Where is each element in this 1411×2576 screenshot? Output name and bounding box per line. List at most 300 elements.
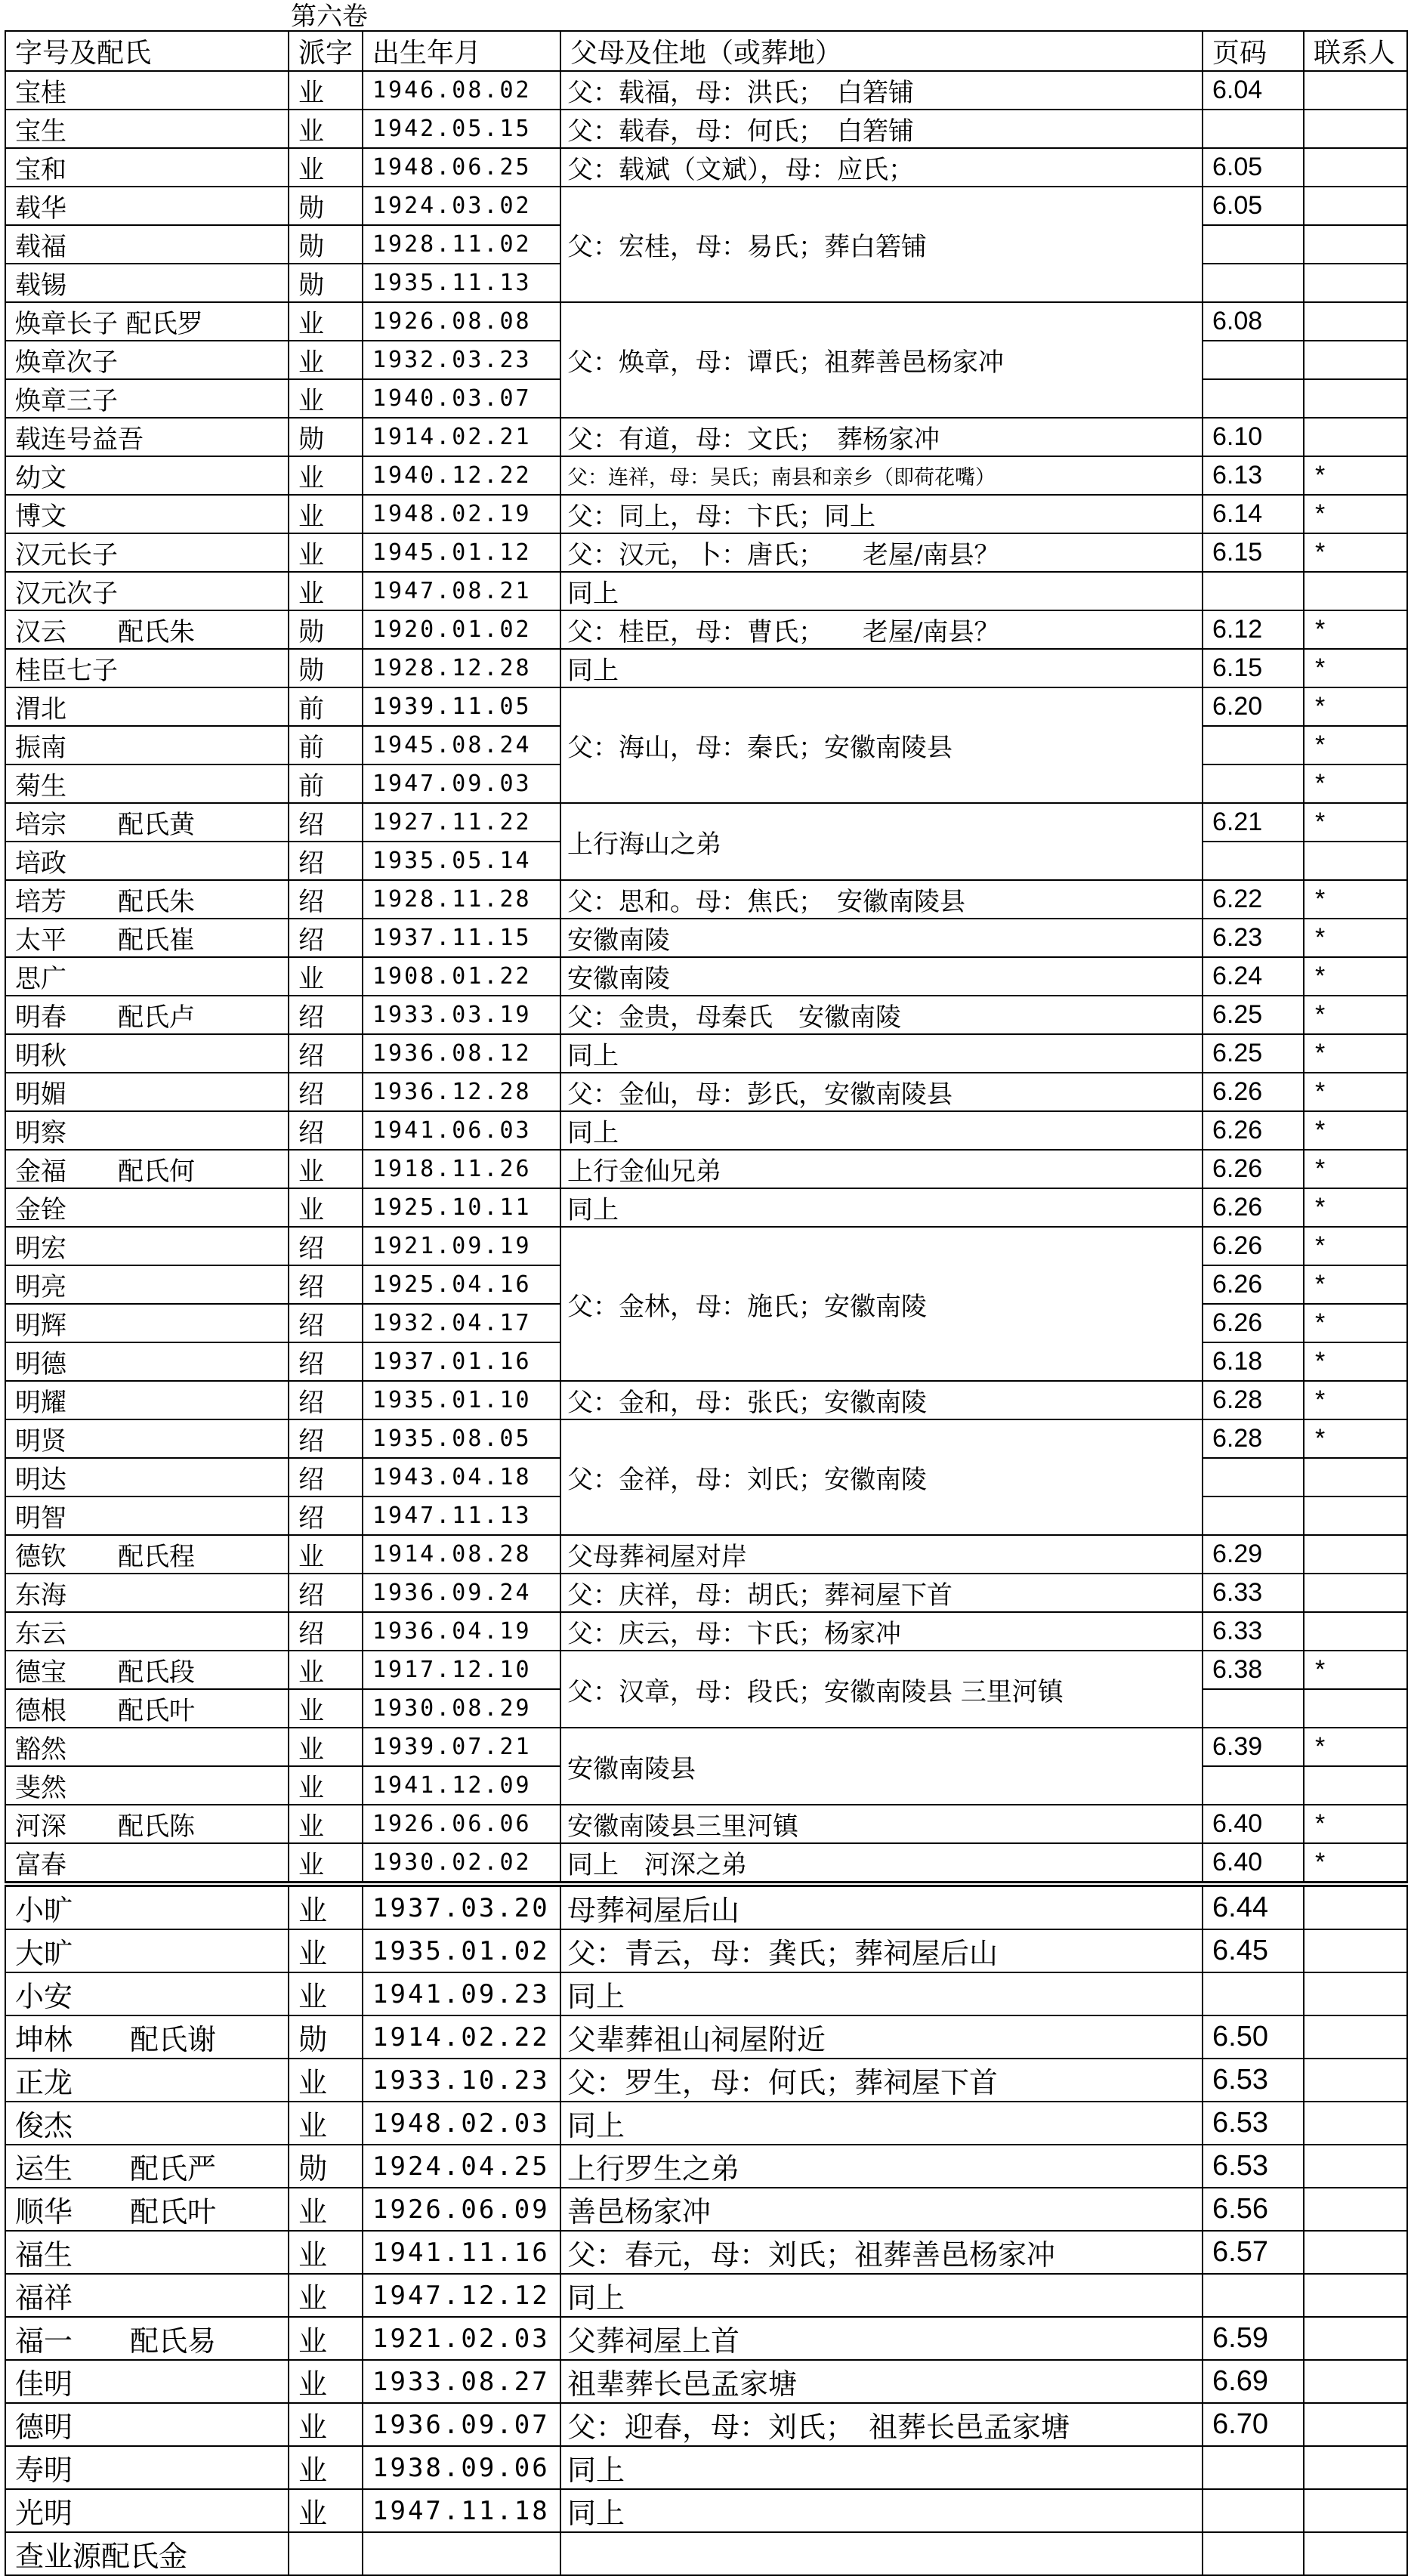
cell-generation: 业: [289, 2489, 363, 2532]
cell-generation: 业: [289, 1651, 363, 1689]
cell-page: [1203, 379, 1304, 418]
cell-page: [1203, 341, 1304, 379]
cell-birth-date: 1937.03.20: [363, 1884, 560, 1929]
table-row: [5, 2188, 1407, 2231]
header-contact: 联系人: [1304, 31, 1407, 71]
cell-contact: *: [1304, 649, 1407, 687]
cell-contact: *: [1304, 1728, 1407, 1766]
cell-page: 6.57: [1203, 2231, 1304, 2274]
cell-birth-date: 1942.05.15: [363, 110, 560, 148]
cell-birth-date: 1948.02.03: [363, 2102, 560, 2145]
cell-birth-date: 1920.01.02: [363, 610, 560, 649]
cell-parents-place: 父：金林，母：施氏；安徽南陵: [560, 1227, 1203, 1381]
cell-birth-date: 1925.04.16: [363, 1265, 560, 1304]
cell-birth-date: 1940.12.22: [363, 456, 560, 495]
cell-generation: 绍: [289, 919, 363, 957]
table-row: [5, 1381, 1407, 1419]
cell-name: 太平 配氏崔: [5, 919, 289, 957]
cell-contact: *: [1304, 533, 1407, 572]
cell-birth-date: 1936.09.07: [363, 2403, 560, 2446]
cell-birth-date: 1948.02.19: [363, 495, 560, 533]
cell-contact: *: [1304, 1227, 1407, 1265]
cell-generation: 勋: [289, 418, 363, 456]
cell-parents-place: 上行罗生之弟: [560, 2145, 1203, 2188]
cell-birth-date: 1937.11.15: [363, 919, 560, 957]
cell-generation: 业: [289, 533, 363, 572]
cell-name: 明耀: [5, 1381, 289, 1419]
cell-contact: *: [1304, 919, 1407, 957]
table-row: [5, 880, 1407, 919]
table-row: [5, 302, 1407, 341]
cell-contact: [1304, 2317, 1407, 2360]
cell-parents-place: 父：庆云，母：卞氏；杨家冲: [560, 1612, 1203, 1651]
cell-parents-place: 同上: [560, 2489, 1203, 2532]
cell-contact: [1304, 2015, 1407, 2059]
cell-contact: [1304, 1884, 1407, 1929]
cell-birth-date: 1935.01.02: [363, 1929, 560, 1972]
cell-page: [1203, 726, 1304, 764]
cell-generation: 业: [289, 572, 363, 610]
table-row: [5, 2446, 1407, 2489]
cell-birth-date: 1947.09.03: [363, 764, 560, 803]
volume-title: 第六卷: [291, 2, 368, 32]
cell-contact: [1304, 1689, 1407, 1728]
cell-birth-date: 1936.08.12: [363, 1034, 560, 1073]
cell-page: 6.22: [1203, 880, 1304, 919]
cell-contact: *: [1304, 1843, 1407, 1884]
cell-contact: *: [1304, 1805, 1407, 1843]
cell-page: 6.15: [1203, 533, 1304, 572]
cell-page: [1203, 1972, 1304, 2015]
cell-contact: *: [1304, 1188, 1407, 1227]
cell-page: 6.26: [1203, 1188, 1304, 1227]
cell-generation: 绍: [289, 880, 363, 919]
cell-birth-date: 1924.04.25: [363, 2145, 560, 2188]
cell-contact: *: [1304, 687, 1407, 726]
cell-name: 德宝 配氏段: [5, 1651, 289, 1689]
cell-parents-place: 父：焕章，母：谭氏；祖葬善邑杨家冲: [560, 302, 1203, 418]
cell-name: 金福 配氏何: [5, 1150, 289, 1188]
cell-generation: 业: [289, 2403, 363, 2446]
cell-contact: *: [1304, 1150, 1407, 1188]
table-row: [5, 1150, 1407, 1188]
cell-contact: [1304, 2231, 1407, 2274]
cell-generation: 绍: [289, 1419, 363, 1458]
cell-parents-place: 父：迎春，母：刘氏； 祖葬长邑孟家塘: [560, 2403, 1203, 2446]
cell-generation: 业: [289, 456, 363, 495]
cell-contact: [1304, 2102, 1407, 2145]
table-row: [5, 1034, 1407, 1073]
cell-generation: 业: [289, 1805, 363, 1843]
cell-name: 东海: [5, 1574, 289, 1612]
cell-parents-place: 父：汉章，母：段氏；安徽南陵县 三里河镇: [560, 1651, 1203, 1728]
cell-page: [1203, 110, 1304, 148]
cell-page: [1203, 1689, 1304, 1728]
cell-contact: [1304, 148, 1407, 187]
cell-page: 6.25: [1203, 1034, 1304, 1073]
cell-contact: [1304, 341, 1407, 379]
cell-contact: [1304, 1972, 1407, 2015]
cell-page: [1203, 2274, 1304, 2317]
cell-page: 6.05: [1203, 187, 1304, 225]
cell-name: 明秋: [5, 1034, 289, 1073]
cell-page: 6.56: [1203, 2188, 1304, 2231]
cell-parents-place: 父：载斌（文斌），母：应氏；: [560, 148, 1203, 187]
table-row: [5, 2403, 1407, 2446]
cell-parents-place: 父：春元，母：刘氏；祖葬善邑杨家冲: [560, 2231, 1203, 2274]
cell-parents-place: 父辈葬祖山祠屋附近: [560, 2015, 1203, 2059]
cell-generation: 业: [289, 495, 363, 533]
cell-birth-date: 1926.06.09: [363, 2188, 560, 2231]
cell-birth-date: 1935.05.14: [363, 842, 560, 880]
cell-birth-date: 1928.12.28: [363, 649, 560, 687]
table-row: [5, 2360, 1407, 2403]
cell-page: 6.23: [1203, 919, 1304, 957]
cell-parents-place: 父：罗生，母：何氏；葬祠屋下首: [560, 2059, 1203, 2102]
cell-birth-date: 1926.06.06: [363, 1805, 560, 1843]
cell-contact: *: [1304, 764, 1407, 803]
cell-contact: [1304, 1929, 1407, 1972]
cell-birth-date: 1918.11.26: [363, 1150, 560, 1188]
table-row: [5, 919, 1407, 957]
cell-name: 小旷: [5, 1884, 289, 1929]
cell-contact: [1304, 187, 1407, 225]
cell-birth-date: 1932.03.23: [363, 341, 560, 379]
cell-parents-place: 父：海山，母：秦氏；安徽南陵县: [560, 687, 1203, 803]
cell-birth-date: 1945.08.24: [363, 726, 560, 764]
cell-birth-date: 1941.11.16: [363, 2231, 560, 2274]
cell-birth-date: 1947.12.12: [363, 2274, 560, 2317]
cell-page: 6.33: [1203, 1574, 1304, 1612]
cell-contact: [1304, 71, 1407, 110]
cell-parents-place: 同上: [560, 1972, 1203, 2015]
cell-name: 渭北: [5, 687, 289, 726]
cell-generation: 勋: [289, 2015, 363, 2059]
cell-contact: [1304, 2145, 1407, 2188]
cell-birth-date: 1946.08.02: [363, 71, 560, 110]
cell-contact: [1304, 842, 1407, 880]
table-row: [5, 1972, 1407, 2015]
cell-page: [1203, 225, 1304, 264]
cell-contact: [1304, 418, 1407, 456]
cell-parents-place: 父：有道，母：文氏； 葬杨家冲: [560, 418, 1203, 456]
table-row: [5, 1574, 1407, 1612]
cell-name: 振南: [5, 726, 289, 764]
header-row: [5, 31, 1407, 71]
cell-contact: [1304, 572, 1407, 610]
cell-birth-date: 1935.08.05: [363, 1419, 560, 1458]
cell-birth-date: 1936.04.19: [363, 1612, 560, 1651]
cell-generation: 业: [289, 2102, 363, 2145]
header-parents-place: 父母及住地（或葬地）: [560, 31, 1203, 71]
cell-birth-date: 1941.06.03: [363, 1111, 560, 1150]
cell-page: [1203, 264, 1304, 302]
cell-contact: [1304, 110, 1407, 148]
cell-birth-date: 1938.09.06: [363, 2446, 560, 2489]
cell-parents-place: 同上: [560, 572, 1203, 610]
cell-generation: 绍: [289, 1265, 363, 1304]
cell-name: 寿明: [5, 2446, 289, 2489]
cell-page: [1203, 842, 1304, 880]
cell-contact: [1304, 2188, 1407, 2231]
cell-generation: 绍: [289, 842, 363, 880]
cell-birth-date: 1935.01.10: [363, 1381, 560, 1419]
cell-name: 福祥: [5, 2274, 289, 2317]
cell-name: 明春 配氏卢: [5, 996, 289, 1034]
table-row: [5, 533, 1407, 572]
cell-parents-place: 父：金和，母：张氏；安徽南陵: [560, 1381, 1203, 1419]
cell-name: 桂臣七子: [5, 649, 289, 687]
cell-birth-date: 1924.03.02: [363, 187, 560, 225]
cell-page: 6.08: [1203, 302, 1304, 341]
cell-page: 6.24: [1203, 957, 1304, 996]
cell-page: 6.04: [1203, 71, 1304, 110]
cell-page: 6.53: [1203, 2145, 1304, 2188]
cell-birth-date: 1941.09.23: [363, 1972, 560, 2015]
cell-generation: 业: [289, 1766, 363, 1805]
cell-page: [1203, 1496, 1304, 1535]
cell-contact: *: [1304, 996, 1407, 1034]
cell-name: 佳明: [5, 2360, 289, 2403]
cell-birth-date: 1947.08.21: [363, 572, 560, 610]
cell-birth-date: 1945.01.12: [363, 533, 560, 572]
cell-generation: 业: [289, 2059, 363, 2102]
cell-birth-date: 1930.02.02: [363, 1843, 560, 1884]
cell-name: 明辉: [5, 1304, 289, 1342]
cell-page: 6.12: [1203, 610, 1304, 649]
table-row: [5, 1188, 1407, 1227]
cell-birth-date: 1921.09.19: [363, 1227, 560, 1265]
cell-contact: [1304, 302, 1407, 341]
cell-birth-date: 1941.12.09: [363, 1766, 560, 1805]
cell-parents-place: 父：载春，母：何氏； 白箬铺: [560, 110, 1203, 148]
cell-name: 汉云 配氏朱: [5, 610, 289, 649]
cell-parents-place: 父：载福，母：洪氏； 白箬铺: [560, 71, 1203, 110]
cell-generation: 勋: [289, 187, 363, 225]
cell-contact: [1304, 264, 1407, 302]
cell-generation: 勋: [289, 649, 363, 687]
cell-page: 6.26: [1203, 1304, 1304, 1342]
cell-name: 东云: [5, 1612, 289, 1651]
cell-page: 6.29: [1203, 1535, 1304, 1574]
cell-parents-place: 父：青云，母：龚氏；葬祠屋后山: [560, 1929, 1203, 1972]
cell-page: 6.28: [1203, 1419, 1304, 1458]
cell-page: 6.13: [1203, 456, 1304, 495]
table-row: [5, 957, 1407, 996]
cell-page: 6.70: [1203, 2403, 1304, 2446]
cell-generation: 前: [289, 687, 363, 726]
cell-parents-place: 同上: [560, 649, 1203, 687]
cell-generation: 勋: [289, 225, 363, 264]
cell-generation: 业: [289, 110, 363, 148]
cell-page: 6.26: [1203, 1265, 1304, 1304]
cell-name: 思广: [5, 957, 289, 996]
cell-page: 6.40: [1203, 1805, 1304, 1843]
cell-generation: 业: [289, 1188, 363, 1227]
cell-birth-date: 1933.08.27: [363, 2360, 560, 2403]
cell-page: 6.59: [1203, 2317, 1304, 2360]
cell-parents-place: 父：连祥，母：吴氏；南县和亲乡（即荷花嘴）: [560, 456, 1203, 495]
cell-contact: [1304, 2274, 1407, 2317]
table-row: [5, 572, 1407, 610]
cell-birth-date: 1908.01.22: [363, 957, 560, 996]
cell-birth-date: 1914.02.22: [363, 2015, 560, 2059]
cell-page: 6.21: [1203, 803, 1304, 842]
table-row: [5, 418, 1407, 456]
cell-page: 6.20: [1203, 687, 1304, 726]
cell-parents-place: 安徽南陵县: [560, 1728, 1203, 1805]
cell-parents-place: [560, 2532, 1203, 2575]
cell-contact: *: [1304, 880, 1407, 919]
cell-name: 明宏: [5, 1227, 289, 1265]
cell-generation: 绍: [289, 803, 363, 842]
cell-parents-place: 父：汉元，卜：唐氏； 老屋/南县？: [560, 533, 1203, 572]
cell-generation: 业: [289, 2231, 363, 2274]
table-row: [5, 1419, 1407, 1458]
cell-name: 焕章长子 配氏罗: [5, 302, 289, 341]
cell-page: 6.14: [1203, 495, 1304, 533]
cell-page: 6.33: [1203, 1612, 1304, 1651]
table-row: [5, 187, 1407, 225]
cell-generation: 业: [289, 2188, 363, 2231]
table-row: [5, 1535, 1407, 1574]
cell-parents-place: 母葬祠屋后山: [560, 1884, 1203, 1929]
cell-contact: *: [1304, 610, 1407, 649]
cell-contact: [1304, 1574, 1407, 1612]
cell-page: [1203, 2532, 1304, 2575]
table-row: [5, 2532, 1407, 2575]
cell-page: 6.15: [1203, 649, 1304, 687]
cell-name: 明媚: [5, 1073, 289, 1111]
cell-name: 运生 配氏严: [5, 2145, 289, 2188]
cell-generation: 业: [289, 71, 363, 110]
cell-contact: *: [1304, 1651, 1407, 1689]
table-row: [5, 1227, 1407, 1265]
cell-generation: 勋: [289, 264, 363, 302]
cell-name: 焕章三子: [5, 379, 289, 418]
cell-page: 6.26: [1203, 1073, 1304, 1111]
cell-birth-date: [363, 2532, 560, 2575]
cell-page: 6.53: [1203, 2059, 1304, 2102]
cell-generation: 业: [289, 1972, 363, 2015]
table-row: [5, 495, 1407, 533]
cell-birth-date: 1939.07.21: [363, 1728, 560, 1766]
cell-contact: [1304, 1612, 1407, 1651]
cell-generation: 业: [289, 2274, 363, 2317]
table-body-part1: [5, 71, 1407, 1884]
cell-generation: 业: [289, 1929, 363, 1972]
cell-name: 大旷: [5, 1929, 289, 1972]
cell-contact: *: [1304, 1265, 1407, 1304]
cell-name: 明达: [5, 1458, 289, 1496]
cell-page: 6.44: [1203, 1884, 1304, 1929]
table-row: [5, 71, 1407, 110]
cell-name: 福生: [5, 2231, 289, 2274]
cell-page: 6.25: [1203, 996, 1304, 1034]
cell-name: 载连号益吾: [5, 418, 289, 456]
cell-contact: *: [1304, 726, 1407, 764]
cell-contact: [1304, 1766, 1407, 1805]
cell-contact: *: [1304, 495, 1407, 533]
table-row: [5, 1612, 1407, 1651]
header-birth: 出生年月: [363, 31, 560, 71]
table-row: [5, 687, 1407, 726]
cell-generation: 业: [289, 1535, 363, 1574]
cell-name: 福一 配氏易: [5, 2317, 289, 2360]
cell-name: 明德: [5, 1342, 289, 1381]
cell-birth-date: 1926.08.08: [363, 302, 560, 341]
cell-contact: *: [1304, 957, 1407, 996]
cell-generation: 业: [289, 379, 363, 418]
cell-parents-place: 善邑杨家冲: [560, 2188, 1203, 2231]
table-row: [5, 456, 1407, 495]
cell-birth-date: 1947.11.13: [363, 1496, 560, 1535]
cell-name: 正龙: [5, 2059, 289, 2102]
cell-name: 坤林 配氏谢: [5, 2015, 289, 2059]
cell-birth-date: 1914.08.28: [363, 1535, 560, 1574]
table-row: [5, 2145, 1407, 2188]
cell-birth-date: 1939.11.05: [363, 687, 560, 726]
genealogy-table: [5, 30, 1408, 2576]
table-row: [5, 1651, 1407, 1689]
cell-name: 富春: [5, 1843, 289, 1884]
cell-birth-date: 1917.12.10: [363, 1651, 560, 1689]
cell-generation: 前: [289, 726, 363, 764]
cell-page: 6.26: [1203, 1227, 1304, 1265]
cell-birth-date: 1947.11.18: [363, 2489, 560, 2532]
cell-generation: 业: [289, 1150, 363, 1188]
cell-parents-place: 父：金贵，母秦氏 安徽南陵: [560, 996, 1203, 1034]
cell-parents-place: 同上 河深之弟: [560, 1843, 1203, 1884]
cell-contact: [1304, 2403, 1407, 2446]
cell-contact: *: [1304, 1342, 1407, 1381]
cell-name: 宝生: [5, 110, 289, 148]
table-row: [5, 1728, 1407, 1766]
cell-generation: 业: [289, 302, 363, 341]
cell-name: 斐然: [5, 1766, 289, 1805]
table-row: [5, 1929, 1407, 1972]
cell-parents-place: 同上: [560, 1111, 1203, 1150]
cell-contact: *: [1304, 1304, 1407, 1342]
cell-contact: [1304, 1535, 1407, 1574]
cell-page: 6.26: [1203, 1111, 1304, 1150]
cell-name: 德根 配氏叶: [5, 1689, 289, 1728]
cell-name: 焕章次子: [5, 341, 289, 379]
table-header: [5, 31, 1407, 71]
cell-name: 德钦 配氏程: [5, 1535, 289, 1574]
cell-page: [1203, 572, 1304, 610]
cell-generation: 业: [289, 1884, 363, 1929]
table-row: [5, 996, 1407, 1034]
cell-parents-place: 安徽南陵县三里河镇: [560, 1805, 1203, 1843]
cell-page: 6.38: [1203, 1651, 1304, 1689]
cell-name: 明亮: [5, 1265, 289, 1304]
cell-name: 汉元长子: [5, 533, 289, 572]
cell-birth-date: 1927.11.22: [363, 803, 560, 842]
cell-name: 菊生: [5, 764, 289, 803]
cell-contact: [1304, 379, 1407, 418]
cell-generation: 业: [289, 2446, 363, 2489]
cell-parents-place: 同上: [560, 2446, 1203, 2489]
cell-contact: *: [1304, 456, 1407, 495]
cell-birth-date: 1933.03.19: [363, 996, 560, 1034]
cell-birth-date: 1936.12.28: [363, 1073, 560, 1111]
table-row: [5, 2274, 1407, 2317]
table-row: [5, 148, 1407, 187]
table-row: [5, 1884, 1407, 1929]
cell-name: 小安: [5, 1972, 289, 2015]
table-row: [5, 2015, 1407, 2059]
